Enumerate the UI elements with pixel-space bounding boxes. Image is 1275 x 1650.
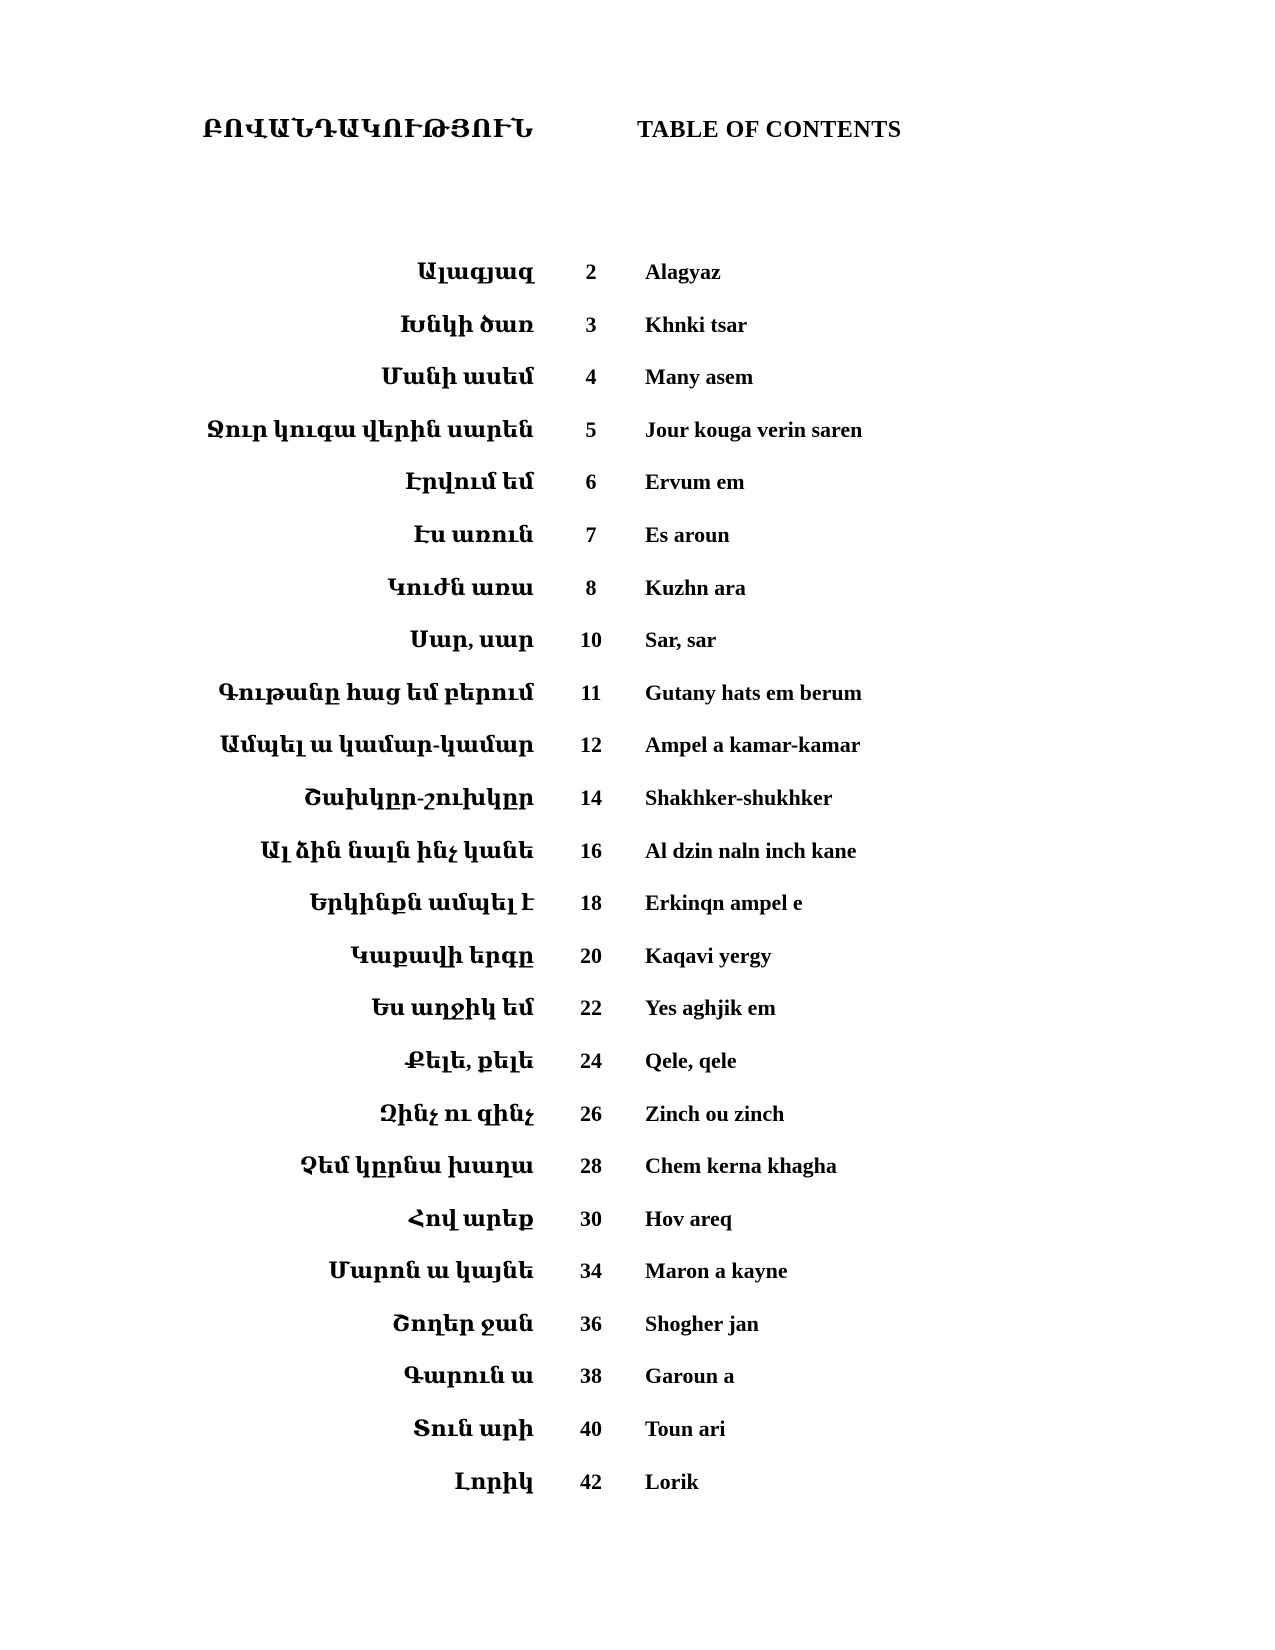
toc-title-armenian: Ալ ձին նալն ինչ կանե	[260, 837, 534, 863]
toc-page-number: 34	[580, 1258, 602, 1284]
toc-title-english: Jour kouga verin saren	[645, 416, 863, 442]
toc-title-english: Yes aghjik em	[645, 995, 776, 1021]
toc-entry	[0, 943, 1275, 996]
toc-page-number: 24	[580, 1047, 602, 1073]
toc-page-number: 11	[580, 679, 602, 705]
toc-page-number: 40	[580, 1416, 602, 1442]
toc-title-english: Qele, qele	[645, 1047, 737, 1073]
toc-title-english: Al dzin naln inch kane	[645, 837, 857, 863]
toc-title-armenian: Շախկըր-շուխկըր	[303, 784, 534, 810]
toc-title-english: Garoun a	[645, 1363, 735, 1389]
heading-english: TABLE OF CONTENTS	[637, 117, 902, 143]
toc-title-armenian: Չեմ կըրնա խաղա	[299, 1153, 534, 1179]
toc-page-number: 38	[580, 1363, 602, 1389]
toc-entry	[0, 469, 1275, 522]
toc-page-number: 42	[580, 1468, 602, 1494]
toc-title-english: Gutany hats em berum	[645, 679, 862, 705]
toc-title-english: Zinch ou zinch	[645, 1100, 785, 1126]
toc-entry	[0, 259, 1275, 312]
toc-entry	[0, 1153, 1275, 1206]
toc-title-armenian: Մանի ասեմ	[380, 364, 534, 390]
toc-entry	[0, 312, 1275, 365]
toc-title-armenian: Քելե, քելե	[405, 1047, 534, 1073]
toc-title-english: Kaqavi yergy	[645, 942, 772, 968]
toc-title-armenian: Խնկի ծառ	[399, 311, 534, 337]
toc-page-number: 8	[585, 574, 597, 600]
toc-entry	[0, 575, 1275, 628]
toc-entry	[0, 1311, 1275, 1364]
toc-title-armenian: Ամպել ա կամար-կամար	[219, 732, 534, 758]
toc-title-armenian: Ջուր կուգա վերին սարեն	[206, 416, 534, 442]
heading-armenian: ԲՈՎԱՆԴԱԿՈՒԹՅՈՒՆ	[202, 117, 534, 143]
toc-title-armenian: Զինչ ու զինչ	[379, 1100, 534, 1126]
toc-entry	[0, 1101, 1275, 1154]
toc-title-english: Es aroun	[645, 521, 730, 547]
toc-entry	[0, 890, 1275, 943]
toc-title-armenian: Լորիկ	[454, 1468, 534, 1494]
toc-page-number: 26	[580, 1100, 602, 1126]
toc-title-armenian: Էս առուն	[413, 521, 534, 547]
table-of-contents	[0, 259, 1275, 1521]
toc-page-number: 5	[585, 416, 597, 442]
toc-entry	[0, 1048, 1275, 1101]
toc-entry	[0, 417, 1275, 470]
toc-page-number: 16	[580, 837, 602, 863]
toc-title-english: Ampel a kamar-kamar	[645, 732, 861, 758]
toc-entry	[0, 838, 1275, 891]
toc-page-number: 4	[585, 364, 597, 390]
toc-title-english: Maron a kayne	[645, 1258, 788, 1284]
toc-page-number: 30	[580, 1205, 602, 1231]
toc-page-number: 36	[580, 1310, 602, 1336]
toc-title-armenian: Տուն արի	[412, 1416, 534, 1442]
toc-title-english: Ervum em	[645, 469, 745, 495]
toc-title-armenian: Մարոն ա կայնե	[328, 1258, 534, 1284]
toc-title-armenian: Կաքավի երգը	[350, 942, 534, 968]
toc-title-english: Shakhker-shukhker	[645, 784, 833, 810]
toc-page-number: 28	[580, 1153, 602, 1179]
toc-title-armenian: Էրվում եմ	[405, 469, 534, 495]
toc-page-number: 18	[580, 890, 602, 916]
toc-title-english: Alagyaz	[645, 259, 721, 284]
toc-page-number: 20	[580, 942, 602, 968]
toc-title-english: Erkinqn ampel e	[645, 890, 803, 916]
toc-title-english: Toun ari	[645, 1416, 726, 1442]
toc-entry	[0, 364, 1275, 417]
toc-entry	[0, 1258, 1275, 1311]
toc-title-english: Many asem	[645, 364, 754, 390]
toc-page-number: 7	[585, 521, 597, 547]
toc-title-english: Khnki tsar	[645, 311, 748, 337]
toc-entry	[0, 785, 1275, 838]
toc-page-number: 12	[580, 732, 602, 758]
toc-entry	[0, 680, 1275, 733]
toc-entry	[0, 1363, 1275, 1416]
toc-entry	[0, 732, 1275, 785]
toc-title-armenian: Սար, սար	[409, 627, 534, 653]
toc-title-english: Kuzhn ara	[645, 574, 746, 600]
toc-page-number: 3	[585, 311, 597, 337]
toc-page-number: 6	[585, 469, 597, 495]
toc-title-english: Chem kerna khagha	[645, 1153, 837, 1179]
toc-page-number: 10	[580, 627, 602, 653]
toc-entry	[0, 1206, 1275, 1259]
toc-entry	[0, 1416, 1275, 1469]
toc-title-english: Shogher jan	[645, 1310, 759, 1336]
toc-title-armenian: Երկինքն ամպել է	[309, 890, 534, 916]
toc-title-english: Hov areq	[645, 1205, 732, 1231]
toc-title-armenian: Կուժն առա	[387, 574, 534, 600]
toc-title-armenian: Ալագյազ	[416, 259, 534, 284]
toc-entry	[0, 627, 1275, 680]
toc-page-number: 2	[585, 259, 597, 284]
toc-title-armenian: Գութանը հաց եմ բերում	[218, 679, 534, 705]
toc-entry	[0, 995, 1275, 1048]
toc-entry	[0, 522, 1275, 575]
toc-title-armenian: Ես աղջիկ եմ	[371, 995, 534, 1021]
toc-title-armenian: Հով արեք	[408, 1205, 534, 1231]
toc-title-armenian: Շողեր ջան	[391, 1310, 534, 1336]
toc-title-english: Sar, sar	[645, 627, 717, 653]
toc-entry	[0, 1469, 1275, 1522]
toc-title-armenian: Գարուն ա	[403, 1363, 534, 1389]
toc-page-number: 22	[580, 995, 602, 1021]
toc-title-english: Lorik	[645, 1468, 699, 1494]
toc-page-number: 14	[580, 784, 602, 810]
